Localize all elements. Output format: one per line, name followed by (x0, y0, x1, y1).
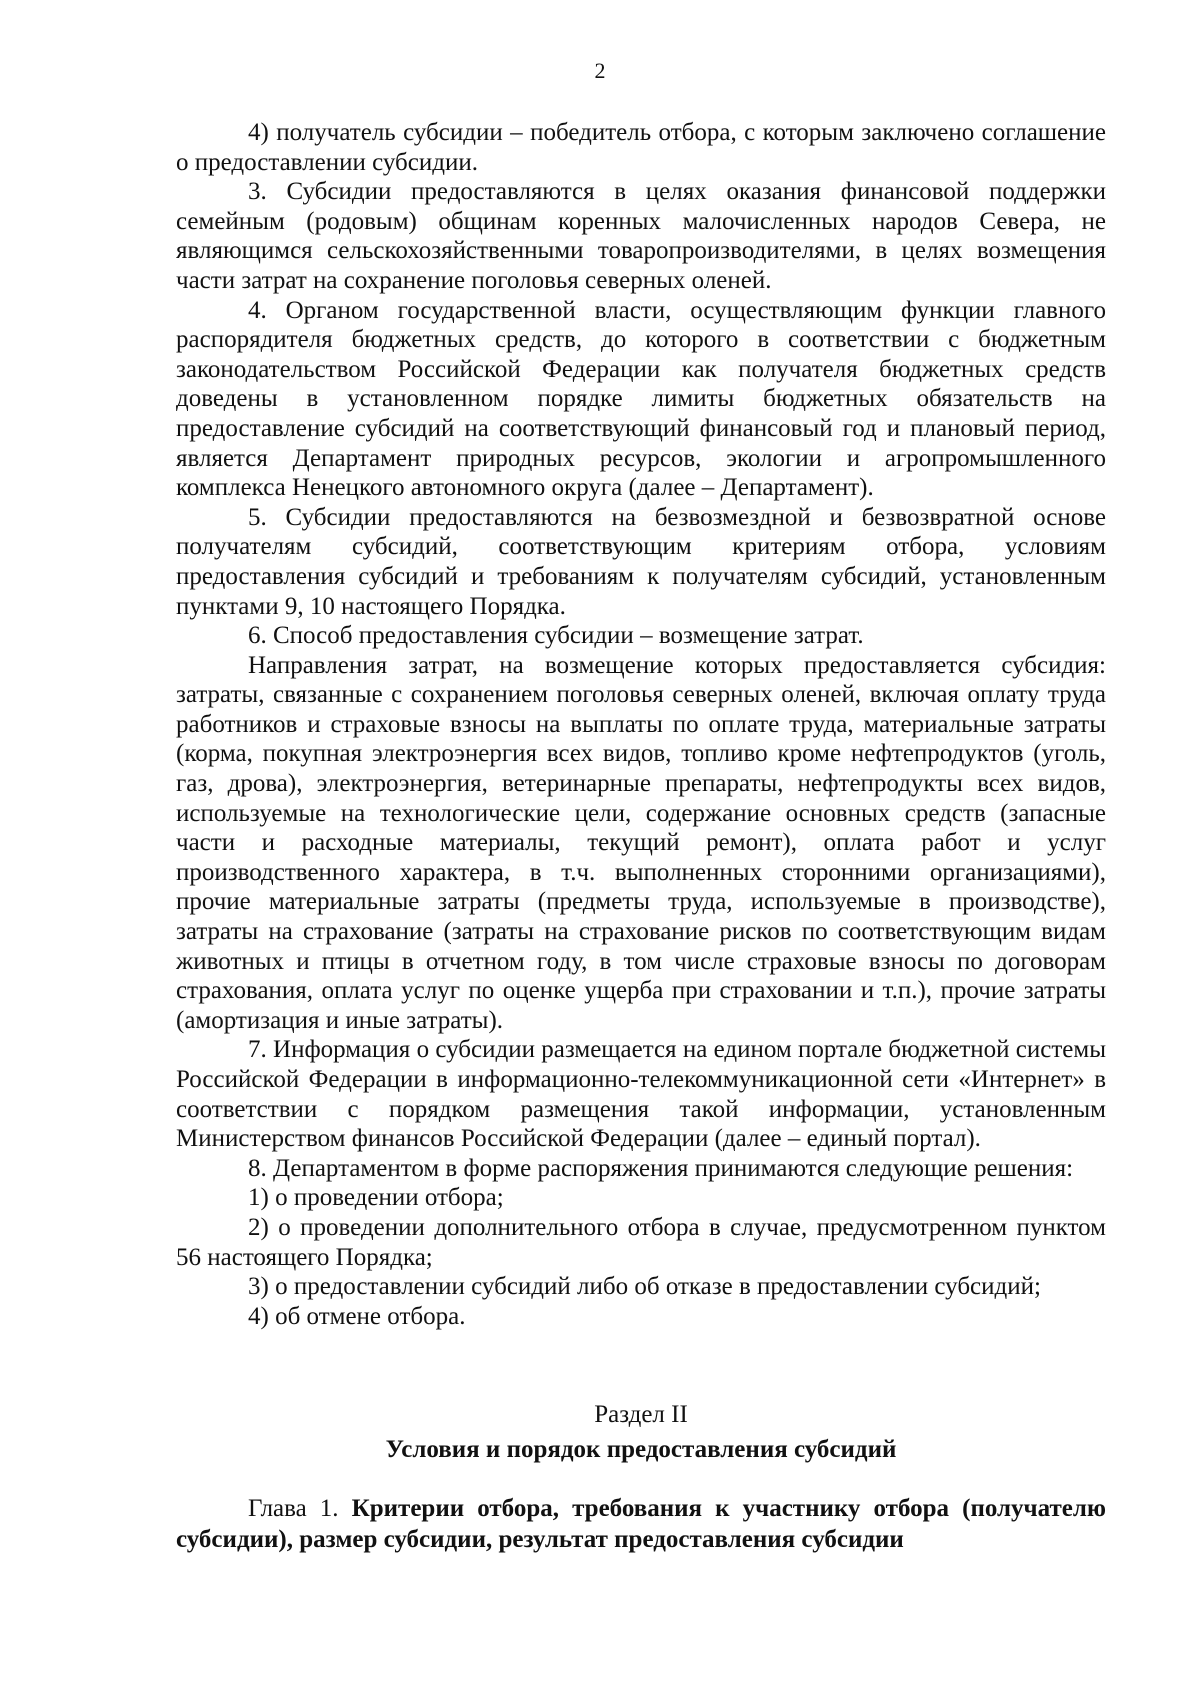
chapter-heading (176, 1493, 1106, 1555)
paragraph-7-information: 7. Информация о субсидии размещается на едином портале бюджетной системы Российской Федерации в информационно-телекоммуникационной сети «Интернет» в соответствии с порядком размещения такой информации, установленным Министерством финансов Российской Федерации (далее – единый портал). (176, 1036, 1106, 1153)
decision-item-1: 1) о проведении отбора; (248, 1184, 504, 1212)
decision-item-2: 2) о проведении дополнительного отбора в случае, предусмотренном пунктом 56 настоящего Порядка; (176, 1213, 1106, 1271)
paragraph-4-authority: 4. Органом государственной власти, осуществляющим функции главного распорядителя бюджетных средств, до которого в соответствии с бюджетным законодательством Российской Федерации как получателя бюджетных средств доведены в установленном порядке лимиты бюджетных обязательств на предоставление субсидий на соответствующий финансовый год и плановый период, является Департамент природных ресурсов, экологии и агропромышленного комплекса Ненецкого автономного округа (далее – Департамент). (176, 296, 1106, 502)
page-number: 2 (594, 58, 606, 83)
chapter-title: Критерии отбора, требования к участнику отбора (получателю субсидии), размер субсидии, результат предоставления субсидии (176, 1495, 1106, 1553)
paragraph-3-purpose: 3. Субсидии предоставляются в целях оказания финансовой поддержки семейным (родовым) общинам коренных малочисленных народов Севера, не являющимся сельскохозяйственными товаропроизводителями, в целях возмещения части затрат на сохранение поголовья северных оленей. (176, 178, 1106, 294)
chapter-label: Глава 1. (248, 1495, 339, 1522)
section-heading: Раздел II (594, 1401, 688, 1428)
paragraph-5-basis: 5. Субсидии предоставляются на безвозмездной и безвозвратной основе получателям субсидий, соответствующим критериям отбора, условиям предоставления субсидий и требованиям к получателям субсидий, установленным пунктами 9, 10 настоящего Порядка. (176, 503, 1106, 620)
decision-item-4: 4) об отмене отбора. (248, 1302, 466, 1330)
document-body (176, 118, 1106, 1331)
paragraph-6-method: 6. Способ предоставления субсидии – возмещение затрат. (248, 622, 864, 650)
paragraph-cost-directions: Направления затрат, на возмещение которых предоставляется субсидия: затраты, связанные с сохранением поголовья северных оленей, включая оплату труда работников и страховые взносы на выплаты по оплате труда, материальные затраты (корма, покупная электроэнергия всех видов, топливо кроме нефтепродуктов (уголь, газ, дрова), электроэнергия, ветеринарные препараты, нефтепродукты всех видов, используемые на технологические цели, содержание основных средств (запасные части и расходные материалы, текущий ремонт), оплата работ и услуг производственного характера, в т.ч. выполненных сторонними организациями), прочие материальные затраты (предметы труда, используемые в производстве), затраты на страхование (затраты на страхование рисков по соответствующим видам животных и птицы в отчетном году, в том числе страховые взносы по договорам страхования, оплата услуг по оценке ущерба при страховании и т.п.), прочие затраты (амортизация и иные затраты). (176, 651, 1106, 1034)
paragraph-8-decisions: 8. Департаментом в форме распоряжения принимаются следующие решения: (248, 1154, 1074, 1182)
decision-item-3: 3) о предоставлении субсидий либо об отказе в предоставлении субсидий; (248, 1273, 1041, 1301)
paragraph-recipient-definition: 4) получатель субсидии – победитель отбора, с которым заключено соглашение о предоставлении субсидии. (176, 119, 1106, 176)
section-title: Условия и порядок предоставления субсидий (385, 1436, 897, 1463)
